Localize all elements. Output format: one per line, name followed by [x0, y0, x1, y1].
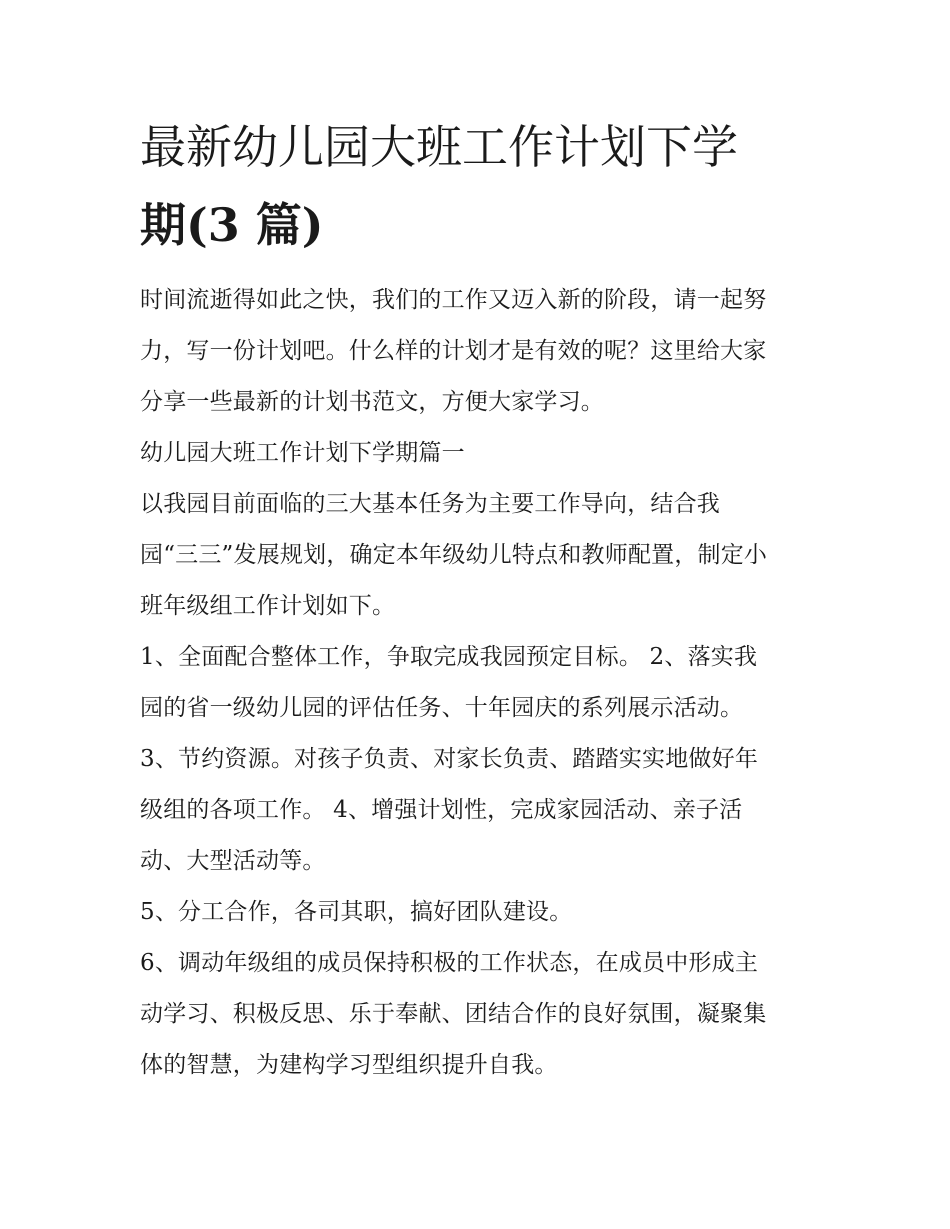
list-item-3-4-line-2: 级组的各项工作。 4、增强计划性，完成家园活动、亲子活	[140, 797, 743, 823]
page-title-line-1: 最新幼儿园大班工作计划下学	[140, 120, 738, 174]
section-heading: 幼儿园大班工作计划下学期篇一	[140, 440, 465, 466]
list-item-6-line-3: 体的智慧，为建构学习型组织提升自我。	[140, 1052, 558, 1078]
list-item-6-line-1: 6、调动年级组的成员保持积极的工作状态，在成员中形成主	[140, 950, 759, 976]
paragraph-line-3: 班年级组工作计划如下。	[140, 593, 396, 619]
list-item-6-line-2: 动学习、积极反思、乐于奉献、团结合作的良好氛围，凝聚集	[140, 1001, 767, 1027]
list-item-1-2-line-1: 1、全面配合整体工作，争取完成我园预定目标。 2、落实我	[140, 644, 758, 670]
paragraph-line-1: 以我园目前面临的三大基本任务为主要工作导向，结合我	[140, 491, 720, 517]
intro-line-2: 力，写一份计划吧。什么样的计划才是有效的呢？这里给大家	[140, 338, 767, 364]
list-item-3-4-line-1: 3、节约资源。对孩子负责、对家长负责、踏踏实实地做好年	[140, 746, 759, 772]
page-title-line-2: 期(3 篇)	[140, 198, 324, 252]
intro-line-1: 时间流逝得如此之快，我们的工作又迈入新的阶段，请一起努	[140, 287, 767, 313]
list-item-1-2-line-2: 园的省一级幼儿园的评估任务、十年园庆的系列展示活动。	[140, 695, 744, 721]
paragraph-line-2: 园“三三”发展规划，确定本年级幼儿特点和教师配置，制定小	[140, 542, 768, 568]
list-item-3-4-line-3: 动、大型活动等。	[140, 848, 326, 874]
intro-line-3: 分享一些最新的计划书范文，方便大家学习。	[140, 389, 604, 415]
list-item-5: 5、分工合作，各司其职，搞好团队建设。	[140, 899, 573, 925]
